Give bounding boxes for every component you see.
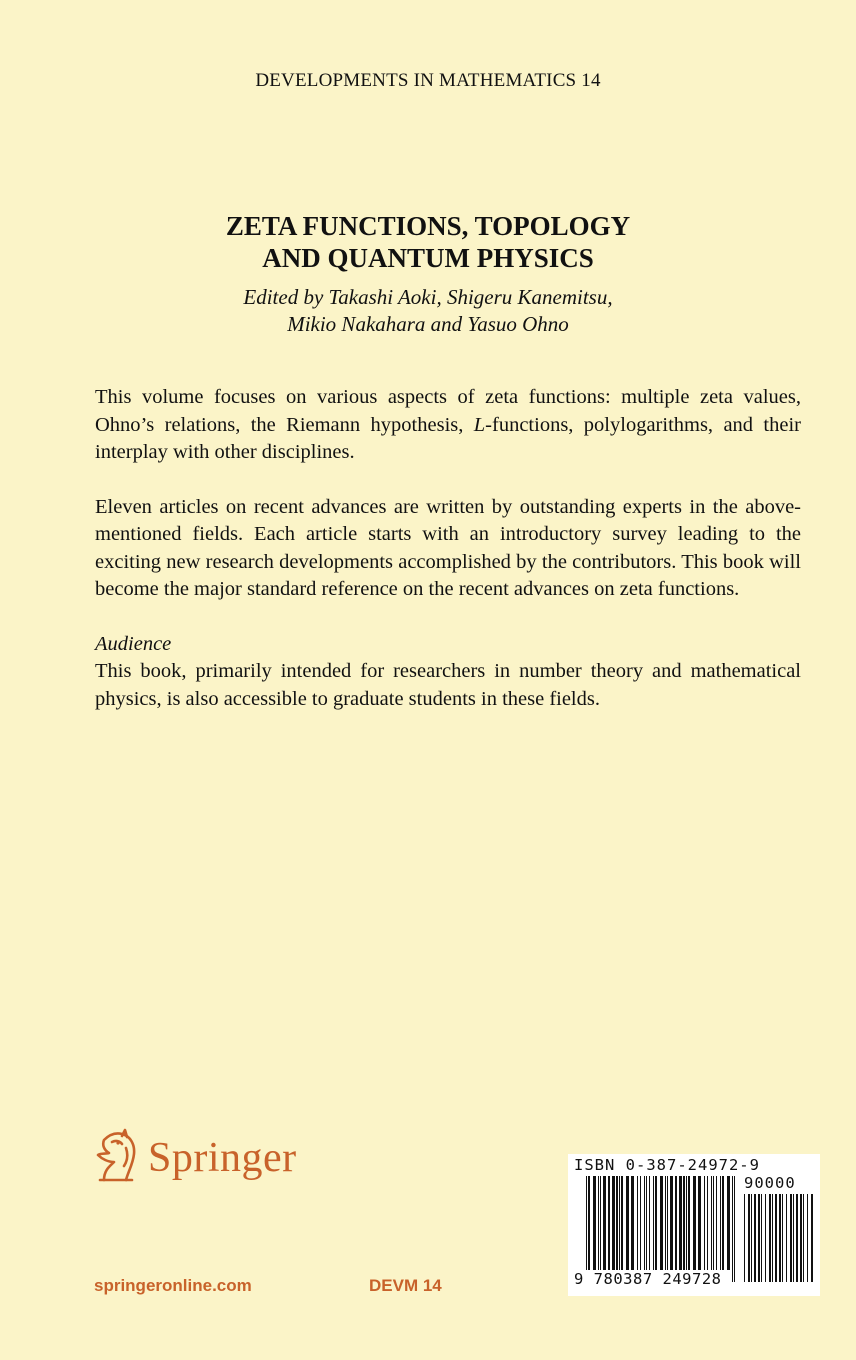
barcode-bar [631,1176,634,1270]
addon-bar [800,1194,802,1282]
series-code: DEVM 14 [369,1276,442,1295]
addon-bar [754,1194,756,1282]
barcode-bar [593,1176,596,1270]
addon-bar [793,1194,794,1282]
ean-number: 9 780387 249728 [574,1270,722,1288]
isbn-text: ISBN 0-387-24972-9 [574,1156,760,1174]
price-code: 90000 [744,1174,796,1192]
barcode-bar [688,1176,690,1270]
barcode-bar [608,1176,610,1270]
addon-bar [748,1194,750,1282]
knight-horse-icon [92,1128,140,1188]
addon-bar [796,1194,798,1282]
barcode-bar [626,1176,629,1270]
barcode-bar [722,1176,724,1270]
series-name: DEVELOPMENTS IN MATHEMATICS 14 [255,70,601,91]
barcode-bar [732,1176,733,1282]
barcode-bar [616,1176,618,1270]
barcode-bar [707,1176,708,1270]
barcode-bar [711,1176,712,1270]
barcode-bar [670,1176,673,1270]
addon-bar [751,1194,752,1282]
barcode-bar [612,1176,615,1270]
barcode-bar [713,1176,714,1270]
barcode-bar [686,1176,687,1270]
barcode-bar [649,1176,650,1270]
barcode-bar [653,1176,654,1270]
isbn-barcode [568,1154,820,1296]
barcode-bar [646,1176,647,1270]
addon-bar [761,1194,762,1282]
barcode-bar [588,1176,590,1282]
description-paragraph-1 [95,384,801,467]
addon-bar [769,1194,771,1282]
p1-after: -functions, polylogarithms, and their interplay with other disciplines. [95,413,801,463]
addon-bar [803,1194,804,1282]
barcode-bar [683,1176,685,1270]
book-title-line-1: ZETA FUNCTIONS, TOPOLOGY [225,211,631,241]
addon-bar [758,1194,760,1282]
publisher-website[interactable]: springeronline.com [94,1276,252,1295]
editors [0,284,856,338]
barcode-bar [665,1176,666,1270]
barcode-bar [698,1176,701,1270]
barcode-bar [667,1176,668,1270]
barcode-bar [660,1176,663,1282]
barcode-bar [704,1176,705,1270]
barcode-bar [734,1176,735,1282]
addon-bar [765,1194,766,1282]
springer-logo [92,1126,297,1190]
book-title-line-2: AND QUANTUM PHYSICS [262,243,594,273]
barcode-bar [655,1176,657,1270]
barcode-bar [675,1176,677,1270]
barcode-bar [598,1176,599,1270]
audience-label: Audience [95,632,172,655]
barcode-bar [727,1176,730,1270]
barcode-bar [679,1176,682,1270]
p1-before: This volume focuses on various aspects of zeta functions: multiple zeta values, Ohno’s relations, the Riemann hypothesis, [95,386,801,436]
addon-bar [811,1194,813,1282]
addon-bar [782,1194,783,1282]
barcode-bar [600,1176,601,1270]
barcode-bar [693,1176,696,1270]
addon-bar [807,1194,808,1282]
barcode-bar [720,1176,721,1270]
description-paragraph-2: Eleven articles on recent advances are written by outstanding experts in the above-mentioned fields. Each article starts with an introductory survey leading to the exciting new research developments accomplished by the contributors. This book will become the major standard reference on the recent advances on zeta functions. [95,495,801,600]
barcode-bar [621,1176,623,1270]
barcode-bar [603,1176,606,1270]
barcode-bar [586,1176,587,1282]
barcode-bar [644,1176,645,1270]
addon-bar [744,1194,745,1282]
barcode-bar [640,1176,641,1270]
barcode-bar [637,1176,638,1270]
addon-bar [786,1194,787,1282]
publisher-name: Springer [148,1135,297,1181]
barcode-bar [619,1176,620,1270]
barcode-bar [716,1176,717,1270]
addon-bar [790,1194,792,1282]
editors-line-2: Mikio Nakahara and Yasuo Ohno [287,312,569,336]
addon-bar [779,1194,781,1282]
p1-italic: L [473,413,486,436]
editors-line-1: Edited by Takashi Aoki, Shigeru Kanemitsu, [243,285,613,309]
audience-text: This book, primarily intended for researchers in number theory and mathematical physics, is also accessible to graduate students in these fields. [95,660,801,710]
addon-bar [775,1194,777,1282]
description [95,384,801,713]
book-title [0,210,856,274]
addon-bar [772,1194,773,1282]
